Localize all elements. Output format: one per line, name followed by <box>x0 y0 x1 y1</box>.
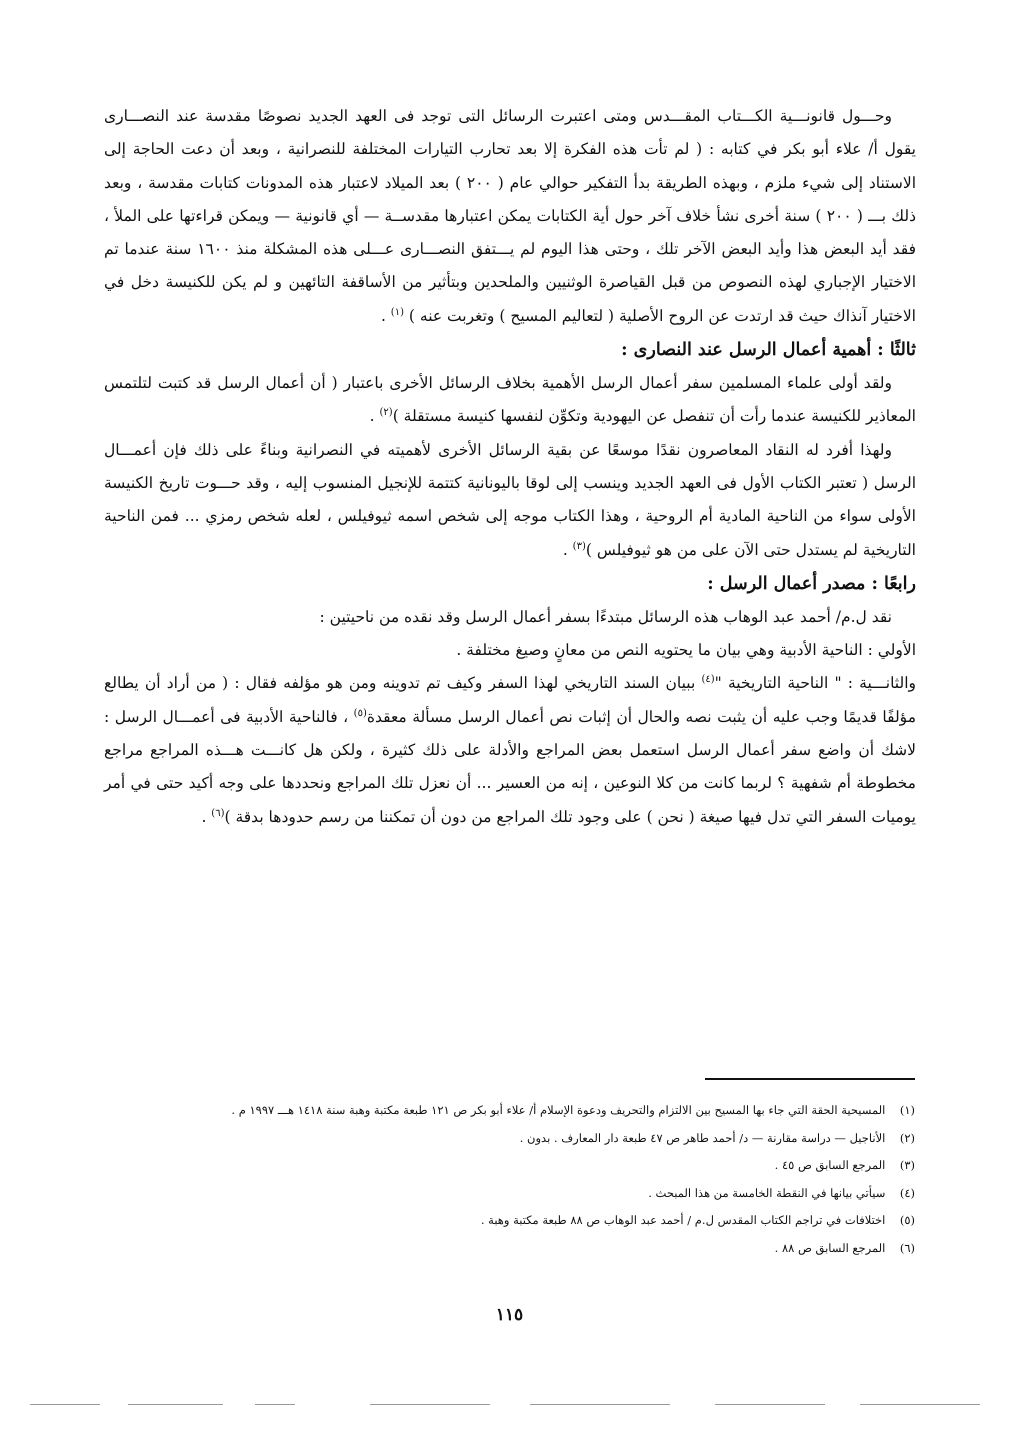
paragraph-historical-aspect <box>104 667 916 833</box>
footnote-ref-2[interactable]: (٢) <box>379 407 393 419</box>
paragraph-critique-intro <box>104 601 916 634</box>
footnote-6 <box>103 1235 915 1263</box>
footnote-number: (٤) <box>899 1185 915 1200</box>
paragraph-tail: . <box>201 807 212 826</box>
document-body <box>104 100 916 834</box>
footnote-1 <box>103 1097 915 1125</box>
footnote-text: المرجع السابق ص ٤٥ . <box>774 1158 886 1172</box>
scan-line-artifact <box>715 1404 825 1405</box>
footnote-2 <box>103 1125 915 1153</box>
footnote-number: (٥) <box>899 1213 915 1227</box>
section-heading-source: رابعًا : مصدر أعمال الرسل : <box>707 573 916 594</box>
footnote-ref-3[interactable]: (٣) <box>572 540 586 552</box>
footnote-text: اختلافات في تراجم الكتاب المقدس ل.م / أحمد عبد الوهاب ص ٨٨ طبعة مكتبة وهبة . <box>480 1213 886 1227</box>
footnote-ref-5[interactable]: (٥) <box>353 707 367 719</box>
paragraph-text: ولهذا أفرد له النقاد المعاصرون نقدًا موسعًا عن بقية الرسائل الأخرى لأهميته في النصرانية وبناءً على ذلك فإن أعمـــال الرسل ( تعتبر الكتاب الأول فى العهد الجديد وينسب إلى لوقا باليونانية كتتمة للإنجيل المنسوب إليه ، وقد حـــوت تاريخ الكنيسة الأولى سواء من الناحية المادية أم الروحية ، وهذا الكتاب موجه إلى شخص اسمه ثيوفيلس ، لعله شخص رمزي ... فمن الناحية التاريخية لم يستدل حتى الآن على من هو ثيوفيلس ) <box>104 440 916 559</box>
paragraph-canonicity <box>104 100 916 333</box>
scan-line-artifact <box>370 1404 490 1405</box>
section-heading-importance: ثالثًا : أهمية أعمال الرسل عند النصارى : <box>621 340 916 361</box>
footnote-text: المسيحية الحقة التي جاء بها المسيح بين الالتزام والتحريف ودعوة الإسلام أ/ علاء أبو بكر ص ١٢١ طبعة مكتبة وهبة سنة ١٤١٨ هـــ ١٩٩٧ م . <box>231 1103 886 1117</box>
paragraph-tail: . <box>369 407 380 426</box>
footnote-text: الأناجيل — دراسة مقارنة — د/ أحمد طاهر ص ٤٧ طبعة دار المعارف . بدون . <box>519 1130 886 1145</box>
paragraph-tail: . <box>380 306 391 325</box>
footnote-number: (٢) <box>899 1130 915 1145</box>
paragraph-text-cont: ، فالناحية الأدبية فى أعمـــال الرسل : لاشك أن واضع سفر أعمال الرسل استعمل بعض المراجع والأدلة على ذلك كثيرة ، ولكن هل كانـــت هـــذه المراجع مراجع مخطوطة أم شفهية ؟ لربما كانت من كلا النوعين ، إنه من العسير ... أن نعزل تلك المراجع ونحددها على وجه أكيد حتى في أمر يوميات السفر التي تدل فيها صيغة ( نحن ) على وجود تلك المراجع من دون أن تمكننا من رسم حدودها بدقة ) <box>104 707 916 826</box>
scan-line-artifact <box>530 1404 670 1405</box>
footnote-text: سيأتي بيانها في النقطة الخامسة من هذا المبحث . <box>648 1185 886 1200</box>
footnote-divider <box>705 1078 915 1080</box>
footnote-ref-6[interactable]: (٦) <box>211 807 225 819</box>
footnotes <box>103 1097 915 1262</box>
footnote-number: (١) <box>899 1103 915 1117</box>
footnote-5 <box>103 1207 915 1235</box>
footnote-number: (٦) <box>899 1240 915 1255</box>
paragraph-text: نقد ل.م/ أحمد عبد الوهاب هذه الرسائل مبتدءًا بسفر أعمال الرسل وقد نقده من ناحيتين : <box>319 607 892 626</box>
footnote-number: (٣) <box>899 1158 915 1172</box>
footnote-ref-4[interactable]: (٤) <box>701 674 715 686</box>
paragraph-text: والثانـــية : " الناحية التاريخية " <box>714 674 916 693</box>
page-number: ١١٥ <box>495 1305 524 1325</box>
paragraph-text: الأولي : الناحية الأدبية وهي بيان ما يحتويه النص من معانٍ وصيغ مختلفة . <box>456 641 916 660</box>
footnote-text: المرجع السابق ص ٨٨ . <box>774 1240 886 1255</box>
paragraph-text-cont: ببيان السند التاريخي لهذا السفر وكيف تم تدوينه ومن هو مؤلفه فقال : ( من أراد أن يطالع مؤلفًا قديمًا وجب عليه أن يثبت نصه والحال أن إثبات نص أعمال الرسل مسألة معقدة <box>104 674 916 726</box>
paragraph-tail: . <box>562 540 573 559</box>
paragraph-critics <box>104 434 916 567</box>
scan-line-artifact <box>30 1404 100 1405</box>
paragraph-text: وحـــول قانونـــية الكـــتاب المقـــدس ومتى اعتبرت الرسائل التى توجد فى العهد الجديد نصوصًا مقدسة عند النصـــارى يقول أ/ علاء أبو بكر في كتابه : ( لم تأت هذه الفكرة إلا بعد تحارب التيارات المختلفة للنصرانية ، وبعد أن دعت الحاجة إلى الاستناد إلى شيء ملزم ، وبهذه الطريقة بدأ التفكير حوالي عام ( ٢٠٠ ) بعد الميلاد لاعتبار هذه المدونات كتابات مقدسة ، وبعد ذلك بـــ ( ٢٠٠ ) سنة أخرى نشأ خلاف آخر حول أية الكتابات يمكن اعتبارها مقدســة — أي قانونية — ويمكن قراءتها على الملأ ، فقد أيد البعض هذا وأيد البعض الآخر تلك ، وحتى هذا اليوم لم يـــتفق النصـــارى عـــلى هذه المشكلة منذ ١٦٠٠ سنة عندما تم الاختيار الإجباري لهذه النصوص من قبل القياصرة الوثنيين والملحدين وبتأثير من الأساقفة التائهين و لم يكن للكنيسة دخل في الاختيار آنذاك حيث قد ارتدت عن الروح الأصلية ( لتعاليم المسيح ) وتغربت عنه ) <box>104 107 916 325</box>
scan-line-artifact <box>255 1404 295 1405</box>
paragraph-text: ولقد أولى علماء المسلمين سفر أعمال الرسل الأهمية بخلاف الرسائل الأخرى باعتبار ( أن أعمال الرسل قد كتبت لتلتمس المعاذير للكنيسة عندما رأت أن تنفصل عن اليهودية وتكوِّن لنفسها كنيسة مستقلة ) <box>104 374 916 426</box>
scan-line-artifact <box>128 1404 223 1405</box>
scan-line-artifact <box>860 1404 980 1405</box>
paragraph-literary-aspect <box>104 634 916 667</box>
footnote-3 <box>103 1152 915 1180</box>
footnote-4 <box>103 1180 915 1208</box>
paragraph-importance <box>104 367 916 434</box>
footnote-ref-1[interactable]: (١) <box>390 306 404 318</box>
